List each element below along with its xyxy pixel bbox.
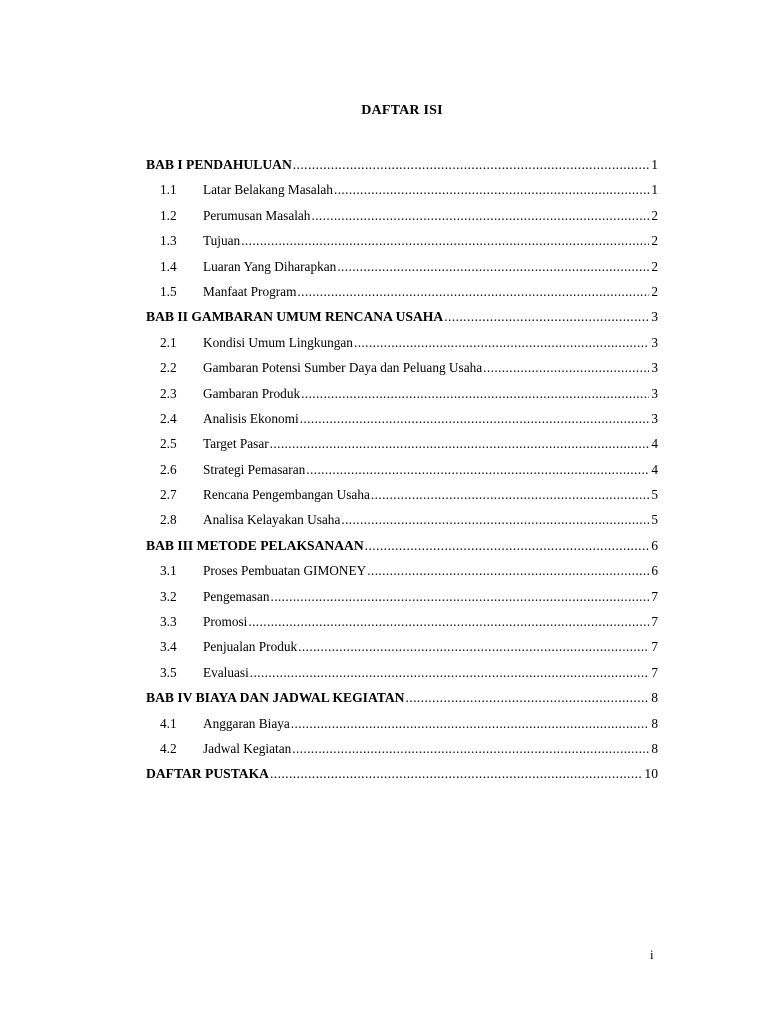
- toc-section-number: 4.2: [160, 740, 177, 756]
- toc-chapter-row: [146, 685, 658, 710]
- toc-page-number: 6: [651, 563, 658, 579]
- toc-section-title: Analisa Kelayakan Usaha: [203, 512, 341, 528]
- toc-page-number: 6: [651, 537, 658, 553]
- table-of-contents: [146, 152, 658, 787]
- toc-page-number: 2: [651, 233, 658, 249]
- toc-page-number: 8: [651, 715, 658, 731]
- toc-page-number: 7: [651, 664, 658, 680]
- toc-section-number: 3.4: [160, 639, 177, 655]
- toc-section-number: 3.2: [160, 588, 177, 604]
- toc-dot-leader: [247, 609, 649, 634]
- toc-section-title: Pengemasan: [203, 588, 270, 604]
- toc-section-number: 1.5: [160, 283, 177, 299]
- toc-page-number: 5: [651, 487, 658, 503]
- toc-page-number: 5: [651, 512, 658, 528]
- toc-section-row: [146, 228, 658, 253]
- toc-dot-leader: [482, 355, 649, 380]
- toc-dot-leader: [404, 685, 649, 710]
- toc-section-number: 3.1: [160, 563, 177, 579]
- toc-page-number: 3: [651, 334, 658, 350]
- toc-section-number: 2.4: [160, 410, 177, 426]
- toc-dot-leader: [336, 254, 649, 279]
- toc-section-row: [146, 711, 658, 736]
- page-title: DAFTAR ISI: [361, 103, 443, 118]
- toc-section-number: 1.1: [160, 182, 177, 198]
- toc-section-row: [146, 660, 658, 685]
- toc-chapter-row: [146, 533, 658, 558]
- toc-dot-leader: [290, 711, 650, 736]
- toc-dot-leader: [299, 406, 650, 431]
- toc-section-row: [146, 634, 658, 659]
- toc-page-number: 2: [651, 283, 658, 299]
- toc-page-number: 3: [651, 385, 658, 401]
- toc-section-number: 1.3: [160, 233, 177, 249]
- toc-chapter-title: BAB IV BIAYA DAN JADWAL KEGIATAN: [146, 690, 405, 706]
- toc-section-row: [146, 457, 658, 482]
- toc-page-number: 8: [651, 690, 658, 706]
- toc-page-number: 8: [651, 740, 658, 756]
- toc-dot-leader: [300, 381, 649, 406]
- toc-section-title: Analisis Ekonomi: [203, 410, 299, 426]
- toc-page-number: 4: [651, 436, 658, 452]
- toc-section-title: Perumusan Masalah: [203, 207, 311, 223]
- toc-page-number: 7: [651, 614, 658, 630]
- toc-section-number: 2.2: [160, 360, 177, 376]
- toc-section-title: Luaran Yang Diharapkan: [203, 258, 337, 274]
- toc-section-title: Evaluasi: [203, 664, 249, 680]
- toc-section-row: [146, 177, 658, 202]
- toc-section-number: 2.5: [160, 436, 177, 452]
- toc-section-row: [146, 584, 658, 609]
- toc-section-row: [146, 431, 658, 456]
- toc-section-row: [146, 507, 658, 532]
- toc-page-number: 3: [651, 410, 658, 426]
- toc-dot-leader: [249, 660, 650, 685]
- toc-page-number: 7: [651, 639, 658, 655]
- toc-dot-leader: [366, 558, 649, 583]
- toc-chapter-row: [146, 761, 658, 786]
- toc-dot-leader: [353, 330, 649, 355]
- toc-page-number: 1: [651, 157, 658, 172]
- toc-dot-leader: [333, 177, 649, 202]
- toc-section-title: Gambaran Produk: [203, 385, 301, 401]
- toc-dot-leader: [370, 482, 649, 507]
- toc-section-title: Penjualan Produk: [203, 639, 298, 655]
- toc-section-number: 1.4: [160, 258, 177, 274]
- toc-chapter-title: BAB I PENDAHULUAN: [146, 157, 292, 172]
- toc-dot-leader: [269, 761, 642, 786]
- toc-section-row: [146, 406, 658, 431]
- toc-section-title: Gambaran Potensi Sumber Daya dan Peluang Usaha: [203, 360, 483, 376]
- toc-dot-leader: [269, 431, 650, 456]
- toc-chapter-title: BAB II GAMBARAN UMUM RENCANA USAHA: [146, 309, 444, 325]
- toc-section-number: 1.2: [160, 207, 177, 223]
- toc-section-title: Strategi Pemasaran: [203, 461, 306, 477]
- toc-dot-leader: [291, 736, 649, 761]
- toc-dot-leader: [296, 279, 649, 304]
- toc-page-number: 3: [651, 360, 658, 376]
- toc-section-number: 4.1: [160, 715, 177, 731]
- toc-page-number: 7: [651, 588, 658, 604]
- toc-section-row: [146, 558, 658, 583]
- toc-section-title: Latar Belakang Masalah: [203, 182, 333, 198]
- toc-section-row: [146, 482, 658, 507]
- toc-section-number: 2.7: [160, 487, 177, 503]
- toc-page-number: 1: [651, 182, 658, 198]
- toc-dot-leader: [292, 152, 649, 177]
- toc-section-number: 2.1: [160, 334, 177, 350]
- toc-page-number: 2: [651, 258, 658, 274]
- toc-section-title: Proses Pembuatan GIMONEY: [203, 563, 367, 579]
- toc-section-title: Promosi: [203, 614, 248, 630]
- toc-section-number: 3.5: [160, 664, 177, 680]
- toc-section-number: 2.8: [160, 512, 177, 528]
- toc-section-number: 2.6: [160, 461, 177, 477]
- toc-section-title: Target Pasar: [203, 436, 269, 452]
- toc-dot-leader: [305, 457, 649, 482]
- toc-section-row: [146, 355, 658, 380]
- toc-section-row: [146, 609, 658, 634]
- toc-page-number: 10: [644, 766, 658, 782]
- toc-chapter-title: BAB III METODE PELAKSANAAN: [146, 537, 364, 553]
- toc-section-title: Manfaat Program: [203, 283, 297, 299]
- toc-dot-leader: [443, 304, 649, 329]
- toc-chapter-row: [146, 304, 658, 329]
- toc-section-row: [146, 254, 658, 279]
- toc-dot-leader: [269, 584, 649, 609]
- toc-page-number: 3: [651, 309, 658, 325]
- toc-section-number: 2.3: [160, 385, 177, 401]
- toc-section-row: [146, 330, 658, 355]
- toc-section-row: [146, 203, 658, 228]
- toc-section-title: Rencana Pengembangan Usaha: [203, 487, 370, 503]
- toc-dot-leader: [340, 507, 649, 532]
- toc-page-number: 2: [651, 207, 658, 223]
- toc-section-title: Kondisi Umum Lingkungan: [203, 334, 353, 350]
- toc-dot-leader: [297, 634, 649, 659]
- page-number: i: [650, 947, 654, 962]
- toc-dot-leader: [240, 228, 649, 253]
- toc-section-row: [146, 381, 658, 406]
- toc-chapter-row: [146, 152, 658, 177]
- toc-section-row: [146, 736, 658, 761]
- toc-section-title: Jadwal Kegiatan: [203, 740, 292, 756]
- toc-section-row: [146, 279, 658, 304]
- toc-section-title: Tujuan: [203, 233, 241, 249]
- toc-section-number: 3.3: [160, 614, 177, 630]
- toc-section-title: Anggaran Biaya: [203, 715, 290, 731]
- toc-page-number: 4: [651, 461, 658, 477]
- toc-chapter-title: DAFTAR PUSTAKA: [146, 766, 269, 782]
- toc-dot-leader: [364, 533, 650, 558]
- toc-dot-leader: [310, 203, 649, 228]
